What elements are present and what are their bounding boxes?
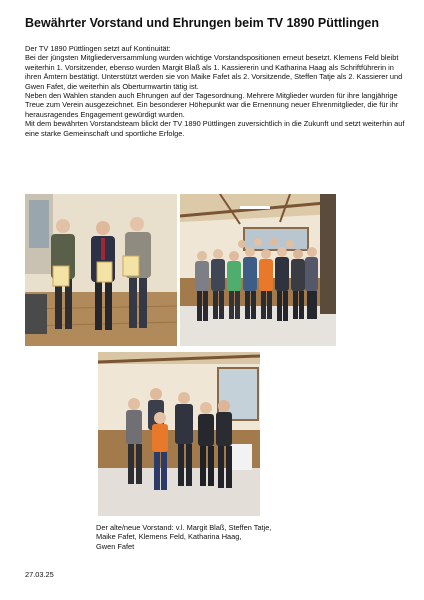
caption-line: Der alte/neue Vorstand: v.l. Margit Blaß, Steffen Tatje, [96, 523, 272, 532]
photo-board [98, 352, 260, 516]
paragraph-board: Bei der jüngsten Mitgliederversammlung wurden wichtige Vorstandspositionen erneut besetzt. Klemens Feld bleibt weiterhin 1. Vorsitzender, ebenso wurden Margit Blaß als 1. Kassiererin und Katharina Haag als Schriftführerin in ihren Ämtern bestätigt. Unterstützt werden sie von Maike Fafet als 2. Vorsitzende, Steffen Tatje als 2. Kassierer und Gwen Fafet, die weiterhin als Oberturnwartin tätig ist. [25, 53, 403, 91]
caption-line: Gwen Fafet [96, 541, 135, 551]
photo-group [180, 194, 336, 346]
photo-honorees [25, 194, 177, 346]
paragraph-outlook: Mit dem bewährten Vorstandsteam blickt der TV 1890 Püttlingen zuversichtlich in die Zukunft und setzt weiterhin auf eine starke Gemeinschaft und sportliche Erfolge. [25, 119, 405, 138]
article-title: Bewährter Vorstand und Ehrungen beim TV 1890 Püttlingen [25, 16, 379, 30]
article-body [25, 44, 405, 138]
publication-date: 27.03.25 [25, 570, 54, 579]
paragraph-honors: Neben den Wahlen standen auch Ehrungen auf der Tagesordnung. Mehrere Mitglieder wurden für ihre langjährige Treue zum Verein ausgezeichnet. Ein besonderer Höhepunkt war die Ernennung neuer Ehrenmitglieder, die für ihr herausragendes Engagement gewürdigt wurden. [25, 91, 399, 119]
paragraph-intro: Der TV 1890 Püttlingen setzt auf Kontinuität: [25, 44, 171, 53]
photo-caption [96, 523, 271, 551]
caption-line: Maike Fafet, Klemens Feld, Katharina Haag, [96, 532, 242, 542]
